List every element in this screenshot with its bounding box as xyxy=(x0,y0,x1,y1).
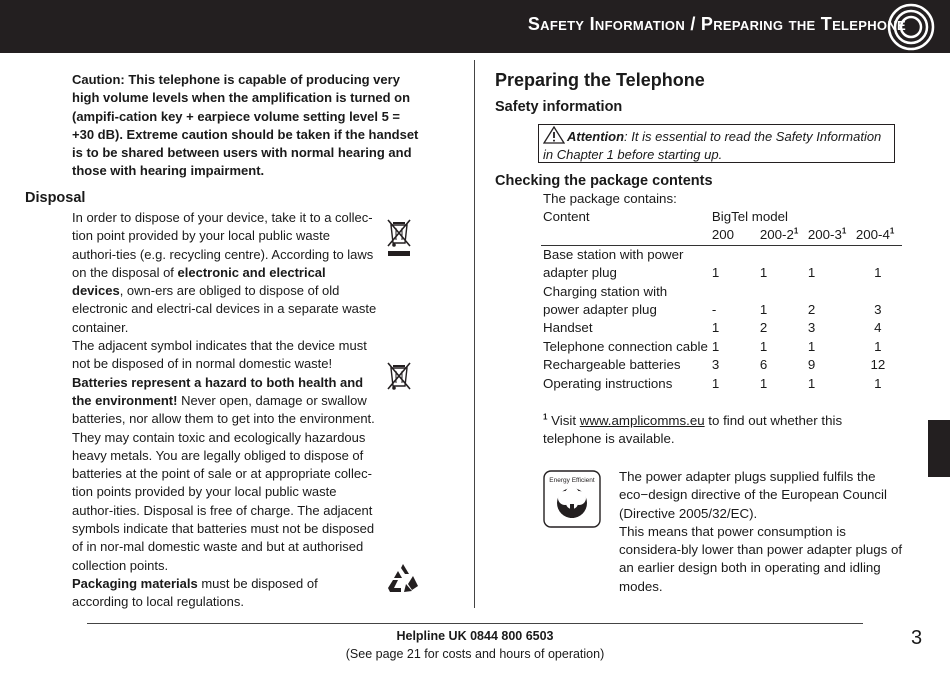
text-run-bold: Batteries represent a hazard to both health and the environment! xyxy=(72,374,364,408)
model-200: 200 xyxy=(710,226,758,245)
value-cell: 2 xyxy=(807,302,816,318)
column-divider xyxy=(474,60,475,608)
eco-paragraph-2: This means that power consumption is considera-bly lower than power adapter plugs of an earlier design both in operating and idling modes. xyxy=(619,523,903,594)
model-200-3 xyxy=(806,226,854,245)
footer-divider xyxy=(87,623,863,624)
model-header: BigTel model xyxy=(711,209,789,224)
text-run-bold: Packaging materials xyxy=(72,575,198,591)
model-label: 200-3 xyxy=(807,227,842,243)
value-cell: 1 xyxy=(711,375,720,391)
table-row xyxy=(541,301,902,319)
recycling-icon xyxy=(386,562,420,594)
value-cell: 4 xyxy=(874,320,882,336)
row-label: power adapter plug xyxy=(543,302,657,318)
chapter-tab-marker xyxy=(928,420,950,477)
header-title: Safety Information / Preparing the Telephone xyxy=(527,14,906,34)
model-200-2 xyxy=(758,226,806,245)
brand-rings-icon xyxy=(886,2,936,52)
badge-label: Energy Efficient xyxy=(549,477,595,484)
attention-text: : It is essential to read the Safety Information in Chapter 1 before starting up. xyxy=(543,129,882,162)
model-200-4 xyxy=(854,226,902,245)
disposal-paragraph-2: The adjacent symbol indicates that the device must not be disposed of in normal domestic waste! xyxy=(72,338,367,372)
disposal-heading: Disposal xyxy=(25,190,86,206)
section-title: Preparing the Telephone xyxy=(495,70,705,90)
row-label: Operating instructions xyxy=(543,375,673,391)
footnote-sup: 1 xyxy=(793,226,799,236)
disposal-paragraph-1 xyxy=(72,209,377,337)
attention-box xyxy=(538,124,895,163)
value-cell: - xyxy=(711,302,717,318)
value-cell: 2 xyxy=(759,320,768,336)
table-models-row xyxy=(541,226,902,245)
value-cell: 3 xyxy=(711,357,720,373)
table-cell xyxy=(710,283,758,301)
safety-heading: Safety information xyxy=(495,99,623,115)
value-cell: 1 xyxy=(759,338,768,354)
table-row xyxy=(541,264,902,282)
text-run: Visit xyxy=(547,413,580,428)
helpline: Helpline UK 0844 800 6503 xyxy=(396,629,554,643)
disposal-paragraph-4 xyxy=(72,575,377,612)
table-row xyxy=(541,283,902,301)
disposal-text xyxy=(72,209,377,612)
package-heading: Checking the package contents xyxy=(495,173,713,189)
row-label: adapter plug xyxy=(543,265,617,281)
disposal-paragraph-3 xyxy=(72,374,377,575)
warning-triangle-icon xyxy=(543,126,565,144)
text-run-bold: electronic and electrical devices xyxy=(72,264,326,299)
table-cell xyxy=(854,283,902,301)
table-header-row xyxy=(541,208,902,226)
helpline-note: (See page 21 for costs and hours of operation) xyxy=(345,647,605,661)
table-row xyxy=(541,375,902,393)
value-cell: 1 xyxy=(711,320,720,336)
model-label: 200-4 xyxy=(855,227,890,243)
value-cell: 1 xyxy=(874,338,882,354)
caution-paragraph: Caution: This telephone is capable of producing very high volume levels when the amplification is turned on (ampifi-cation key + earpiece volume setting level 5 = +30 dB). Extreme caution should be taken if the handset is to be shared between users with normal hearing and those with hearing impairment. xyxy=(72,72,419,179)
value-cell: 3 xyxy=(807,320,816,336)
package-intro: The package contains: xyxy=(543,191,677,206)
value-cell: 1 xyxy=(759,265,768,281)
footnote xyxy=(543,412,903,449)
value-cell: 1 xyxy=(874,265,882,281)
value-cell: 1 xyxy=(759,302,768,318)
value-cell: 3 xyxy=(874,302,882,318)
table-cell xyxy=(758,245,806,264)
table-row xyxy=(541,356,902,374)
text-run: to find out whether this telephone is available. xyxy=(543,413,843,447)
table-cell xyxy=(758,283,806,301)
table-row xyxy=(541,319,902,337)
value-cell: 9 xyxy=(807,357,816,373)
page-number: 3 xyxy=(911,627,923,649)
website-link[interactable]: www.amplicomms.eu xyxy=(579,413,705,428)
row-label: Rechargeable batteries xyxy=(543,357,681,373)
text-run: , own-ers are obliged to dispose of old electronic and electri-cal devices in a separate waste container. xyxy=(72,283,377,335)
text-run: In order to dispose of your device, take it to a collec-tion point provided by your local public waste authori-ties (e.g. recycling centre). According to laws on the disposal of xyxy=(72,210,374,280)
text-run: must be disposed of according to local regulations. xyxy=(72,575,318,610)
footnote-sup: 1 xyxy=(841,226,847,236)
value-cell: 6 xyxy=(759,357,768,373)
table-row xyxy=(541,245,902,264)
crossed-bin-battery-icon xyxy=(386,361,412,393)
value-cell: 1 xyxy=(711,265,720,281)
value-cell: 1 xyxy=(759,375,768,391)
eco-paragraph-1: The power adapter plugs supplied fulfils the eco−design directive of the European Council (Directive 2005/32/EC). xyxy=(619,469,887,521)
table-cell xyxy=(541,226,710,245)
table-row xyxy=(541,338,902,356)
value-cell: 1 xyxy=(807,375,816,391)
page-header xyxy=(0,0,950,53)
table-cell xyxy=(854,245,902,264)
row-label: Telephone connection cable xyxy=(543,338,708,354)
table-cell xyxy=(806,245,854,264)
table-cell xyxy=(710,245,758,264)
energy-efficient-badge-icon xyxy=(543,470,601,528)
attention-label: Attention xyxy=(567,129,625,144)
package-contents-table xyxy=(541,208,902,393)
model-label: 200-2 xyxy=(759,227,794,243)
row-label: Handset xyxy=(543,320,593,336)
row-label: Base station with power xyxy=(543,246,684,262)
value-cell: 1 xyxy=(874,375,882,391)
footnote-sup: 1 xyxy=(889,226,895,236)
value-cell: 1 xyxy=(711,338,720,354)
text-run: Never open, damage or swallow batteries, nor allow them to get into the environment. They may contain toxic and ecologically hazardous heavy metals. You are legally obliged to dispose of batteries at the point of sale or at appropriate collec-tion points provided by your local public waste author-ities. Disposal is free of charge. The adjacent symbols indicate that batteries must not be disposed of in nor-mal domestic waste and but at authorised collection points. xyxy=(72,392,375,573)
content-header: Content xyxy=(543,209,590,224)
value-cell: 1 xyxy=(807,265,816,281)
table-cell xyxy=(806,283,854,301)
eco-design-text xyxy=(619,468,909,596)
footnote-mark: 1 xyxy=(543,412,548,422)
row-label: Charging station with xyxy=(543,283,668,299)
crossed-bin-icon xyxy=(386,218,412,258)
value-cell: 1 xyxy=(807,338,816,354)
value-cell: 12 xyxy=(870,357,886,373)
